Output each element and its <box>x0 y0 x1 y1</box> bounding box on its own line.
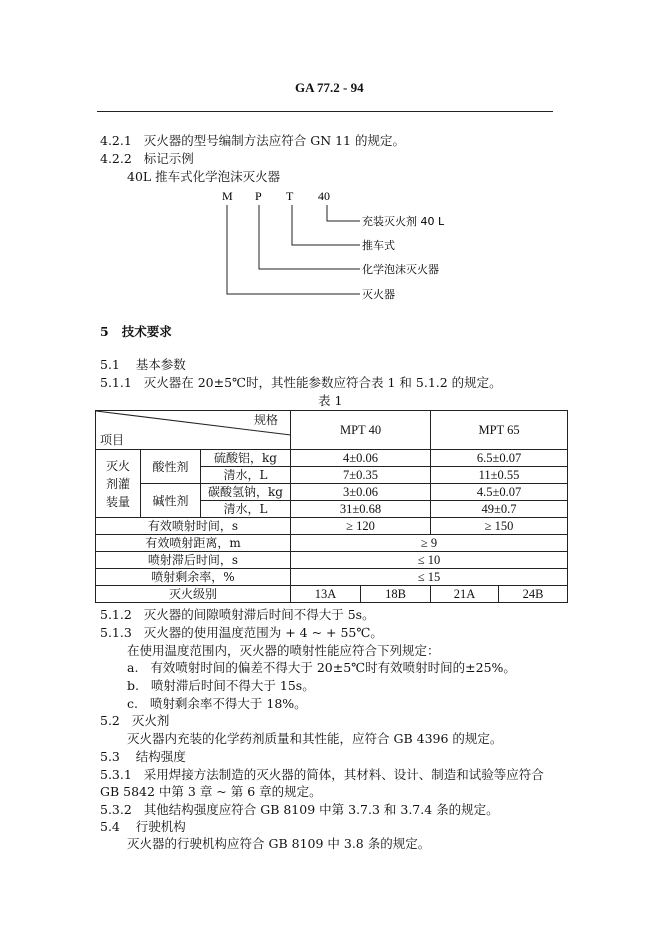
diagram-letter-40: 40 <box>318 189 330 203</box>
clause-text: 标记示例 <box>143 151 194 166</box>
list-text: 喷射剩余率不得大于 18%。 <box>149 696 307 711</box>
mpt40-value: 7±0.35 <box>291 467 431 484</box>
clause-4-2-1 <box>100 133 405 148</box>
clause-text: 灭火剂 <box>131 713 170 728</box>
clause-number: 5.4 <box>100 819 120 834</box>
corner-top-label: 规格 <box>254 413 279 427</box>
mpt65-value: ≥ 150 <box>431 518 568 535</box>
list-item <box>127 696 307 711</box>
item-cell: 清水，L <box>201 501 291 518</box>
group-label-line: 装量 <box>105 494 130 509</box>
table-row <box>96 484 568 501</box>
table-row <box>96 586 568 603</box>
item-cell: 碳酸氢钠，kg <box>201 484 291 501</box>
mpt40-value: ≥ 120 <box>291 518 431 535</box>
list-mark: b. <box>127 678 139 693</box>
mpt65-value: 49±0.7 <box>431 501 568 518</box>
clause-5-1-1 <box>100 375 502 390</box>
clause-number: 5.1 <box>100 357 120 372</box>
rating-value: 21A <box>431 586 499 603</box>
rating-label: 灭火级别 <box>96 586 291 603</box>
clause-5-3-1 <box>100 767 544 782</box>
clause-text: 灭火器的型号编制方法应符合 GN 11 的规定。 <box>143 133 405 148</box>
spray-dist-label: 有效喷射距离，m <box>96 535 291 552</box>
table-row <box>96 450 568 467</box>
list-mark: c. <box>127 696 138 711</box>
clause-5-1 <box>100 357 186 372</box>
bracket-t <box>292 205 360 245</box>
header-rule <box>97 111 553 112</box>
bracket-40 <box>327 205 360 221</box>
document-code: GA 77.2 - 94 <box>295 80 364 95</box>
clause-5-3 <box>100 749 186 764</box>
rating-value: 24B <box>499 586 568 603</box>
clause-number: 5.3.2 <box>100 802 132 817</box>
clause-number: 5.1.3 <box>100 625 132 640</box>
table-header-row <box>96 411 568 450</box>
clause-5-4-body: 灭火器的行驶机构应符合 GB 8109 中 3.8 条的规定。 <box>127 836 431 851</box>
clause-number: 5.1.2 <box>100 607 132 622</box>
clause-text: 行驶机构 <box>135 819 186 834</box>
list-text: 喷射滞后时间不得大于 15s。 <box>150 678 315 693</box>
list-text: 有效喷射时间的偏差不得大于 20±5℃时有效喷射时间的±25%。 <box>150 660 516 675</box>
col-mpt40: MPT 40 <box>291 411 431 450</box>
corner-bottom-label: 项目 <box>100 433 125 447</box>
shared-value: ≥ 9 <box>291 535 568 552</box>
clause-number: 5.3 <box>100 749 120 764</box>
diagram-label-foam: 化学泡沫灭火器 <box>362 263 439 276</box>
diagram-label-charge: 充装灭火剂 40 L <box>362 215 445 228</box>
diagram-letter-m: M <box>222 189 233 203</box>
rating-value: 18B <box>361 586 431 603</box>
table-row <box>96 569 568 586</box>
acid-agent-cell: 酸性剂 <box>141 450 201 484</box>
bracket-p <box>259 205 360 269</box>
mpt40-value: 4±0.06 <box>291 450 431 467</box>
clause-5-3-2 <box>100 802 499 817</box>
item-cell: 清水，L <box>201 467 291 484</box>
spray-delay-label: 喷射滞后时间，s <box>96 552 291 569</box>
diagram-label-cart: 推车式 <box>362 239 395 252</box>
clause-5-1-3-body: 在使用温度范围内，灭火器的喷射性能应符合下列规定： <box>127 643 440 658</box>
group-label-line: 剂灌 <box>105 476 130 491</box>
table-row <box>96 552 568 569</box>
clause-5-1-2 <box>100 607 375 622</box>
group-label-line: 灭火 <box>105 458 130 473</box>
clause-number: 4.2.2 <box>100 151 132 166</box>
clause-number: 5.2 <box>100 713 120 728</box>
spray-residue-label: 喷射剩余率，% <box>96 569 291 586</box>
rating-value: 13A <box>291 586 361 603</box>
section-5-heading <box>100 324 172 339</box>
shared-value: ≤ 15 <box>291 569 568 586</box>
col-mpt65: MPT 65 <box>431 411 568 450</box>
table-row <box>96 518 568 535</box>
section-number: 5 <box>100 324 109 339</box>
mpt65-value: 4.5±0.07 <box>431 484 568 501</box>
list-item <box>127 660 516 675</box>
clause-number: 5.3.1 <box>100 767 132 782</box>
bracket-m <box>227 205 360 294</box>
list-item <box>127 678 315 693</box>
spec-table <box>95 410 568 603</box>
diagram-label-extinguisher: 灭火器 <box>362 288 395 301</box>
clause-text: 其他结构强度应符合 GB 8109 中第 3.7.3 和 3.7.4 条的规定。 <box>143 802 499 817</box>
clause-5-3-1-cont: GB 5842 中第 3 章 ~ 第 6 章的规定。 <box>100 784 322 799</box>
clause-text: 灭火器的使用温度范围为 + 4 ~ + 55℃。 <box>143 625 383 640</box>
clause-5-2 <box>100 713 169 728</box>
clause-5-1-3 <box>100 625 383 640</box>
section-title: 技术要求 <box>121 324 172 339</box>
clause-number: 5.1.1 <box>100 375 132 390</box>
table-row <box>96 535 568 552</box>
group-label-cell <box>96 450 141 518</box>
mpt65-value: 6.5±0.07 <box>431 450 568 467</box>
diagram-letter-t: T <box>286 189 294 203</box>
table-caption: 表 1 <box>318 393 343 408</box>
mpt65-value: 11±0.55 <box>431 467 568 484</box>
clause-5-4 <box>100 819 186 834</box>
spray-time-label: 有效喷射时间，s <box>96 518 291 535</box>
mpt40-value: 3±0.06 <box>291 484 431 501</box>
example-title: 40L 推车式化学泡沫灭火器 <box>127 169 281 184</box>
shared-value: ≤ 10 <box>291 552 568 569</box>
clause-text: 基本参数 <box>135 357 186 372</box>
list-mark: a. <box>127 660 139 675</box>
alkali-agent-cell: 碱性剂 <box>141 484 201 518</box>
clause-text: 灭火器的间隙喷射滞后时间不得大于 5s。 <box>143 607 375 622</box>
clause-number: 4.2.1 <box>100 133 132 148</box>
clause-4-2-2 <box>100 151 194 166</box>
clause-text: 结构强度 <box>135 749 186 764</box>
item-cell: 硫酸铝，kg <box>201 450 291 467</box>
clause-5-2-body: 灭火器内充装的化学药剂质量和其性能，应符合 GB 4396 的规定。 <box>127 731 503 746</box>
mpt40-value: 31±0.68 <box>291 501 431 518</box>
corner-cell <box>96 411 291 450</box>
clause-text: 采用焊接方法制造的灭火器的简体，其材料、设计、制造和试验等应符合 <box>143 767 544 782</box>
diagram-letter-p: P <box>255 189 262 203</box>
clause-text: 灭火器在 20±5℃时，其性能参数应符合表 1 和 5.1.2 的规定。 <box>143 375 502 390</box>
